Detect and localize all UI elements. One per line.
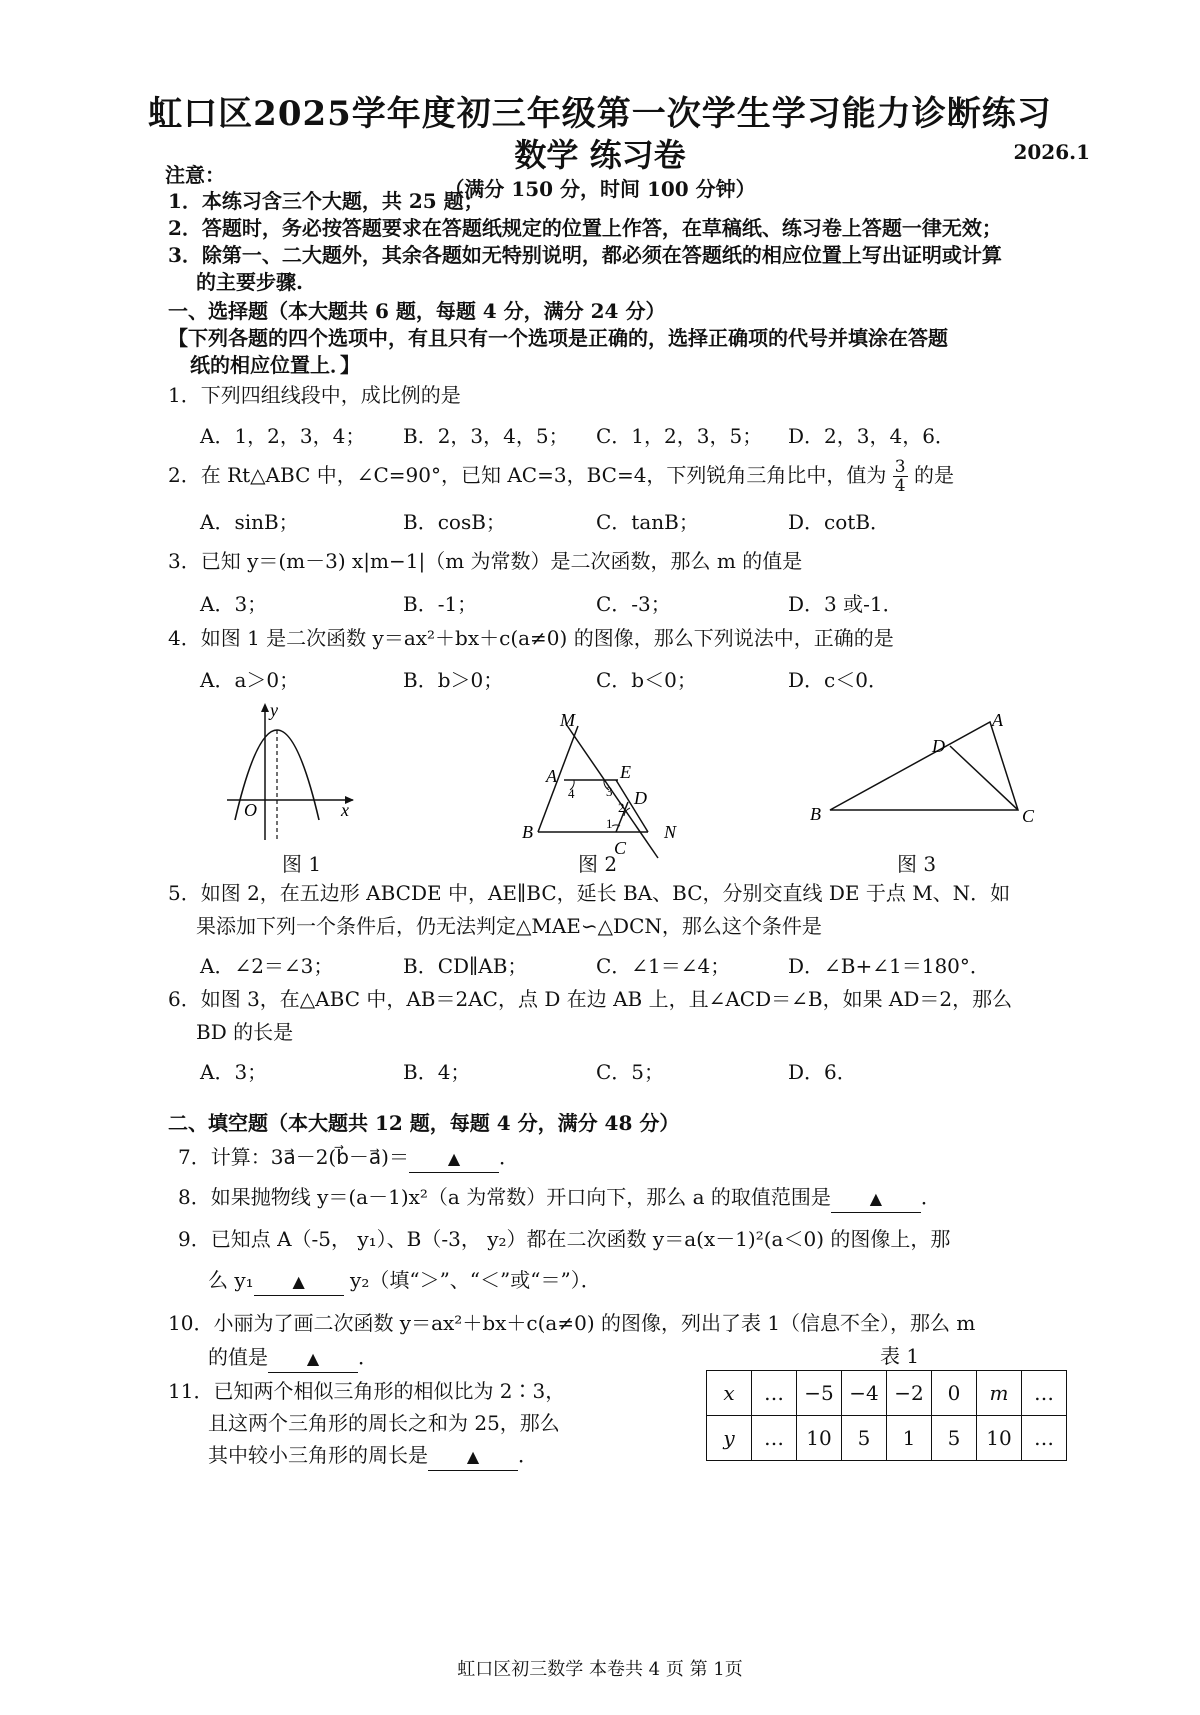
q6-option-a: A．3； (200, 1060, 268, 1084)
fig3-label-b: B (810, 804, 821, 824)
q3-option-b: B．-1； (403, 592, 478, 616)
fig2-label-e: E (620, 762, 631, 782)
q11-line-2: 且这两个三角形的周长之和为 25，那么 (208, 1411, 560, 1435)
table-cell: 1 (887, 1416, 932, 1461)
q1-option-a: A．1，2，3，4； (200, 424, 366, 448)
q9-answer-blank[interactable] (254, 1267, 344, 1296)
fig3-triangle-abc (830, 722, 1018, 810)
fig1-label-x: x (341, 800, 349, 820)
q7-stem: 7．计算：3a⃗－2(b⃗－a⃗)＝ (178, 1145, 409, 1169)
q10-answer-blank[interactable] (268, 1344, 358, 1373)
q2-frac-denominator: 4 (894, 476, 906, 496)
blank-mark-icon: ▲ (306, 1349, 320, 1368)
note-label: 注意： (165, 163, 225, 187)
q7-end: ． (499, 1145, 519, 1169)
q2-stem-pre: 2．在 Rt△ABC 中，∠C=90°，已知 AC=3，BC=4，下列锐角三角比中，值为 (168, 463, 887, 487)
q6-stem-2: BD 的长是 (196, 1020, 294, 1044)
figure-2-caption: 图 2 (578, 852, 618, 876)
fig2-label-n: N (664, 822, 677, 842)
fig2-angle-2-label: 2 (618, 800, 625, 815)
table-cell: −4 (842, 1371, 887, 1416)
q1-option-b: B．2，3，4，5； (403, 424, 569, 448)
q8-stem: 8．如果抛物线 y＝(a－1)x²（a 为常数）开口向下，那么 a 的取值范围是 (178, 1185, 831, 1209)
q5-stem-2: 果添加下列一个条件后，仍无法判定△MAE∽△DCN，那么这个条件是 (196, 914, 822, 938)
fig2-angle-1-arc (612, 825, 620, 826)
full-score: （满分 150 分，时间 100 分钟） (444, 177, 756, 201)
table-cell: −2 (887, 1371, 932, 1416)
fig1-label-y: y (270, 700, 278, 720)
fig2-angle-3-label: 3 (606, 784, 613, 799)
fig1-label-o: O (244, 800, 257, 820)
q5-option-a: A．∠2＝∠3； (200, 954, 334, 978)
blank-mark-icon: ▲ (869, 1189, 883, 1208)
table-cell: 10 (797, 1416, 842, 1461)
q6-option-c: C．5； (596, 1060, 665, 1084)
q4-option-c: C．b＜0； (596, 668, 697, 692)
table-cell: x (707, 1371, 752, 1416)
q4-option-d: D．c＜0． (788, 668, 888, 692)
fig3-label-c: C (1022, 806, 1035, 826)
q5-option-c: C．∠1＝∠4； (596, 954, 731, 978)
q10-line-2 (208, 1344, 1128, 1373)
q8-answer-blank[interactable] (831, 1184, 921, 1213)
table-cell: −5 (797, 1371, 842, 1416)
table-cell: 0 (932, 1371, 977, 1416)
table-cell: 5 (842, 1416, 887, 1461)
q2-option-b: B．cosB； (403, 510, 506, 534)
figure-3-caption: 图 3 (897, 852, 937, 876)
q1-stem: 1．下列四组线段中，成比例的是 (168, 383, 461, 407)
table1-caption: 表 1 (880, 1344, 920, 1368)
table-cell: … (752, 1416, 797, 1461)
fig1-y-arrow (261, 703, 269, 712)
q10-end: ． (358, 1345, 378, 1369)
q3-option-a: A．3； (200, 592, 268, 616)
fig2-label-c: C (614, 838, 627, 858)
figure-3-triangle (800, 710, 1060, 830)
note-3: 3．除第一、二大题外，其余各题如无特别说明，都必须在答题纸的相应位置上写出证明或计算 (168, 243, 1002, 267)
table-cell: … (752, 1371, 797, 1416)
table-cell: … (1022, 1371, 1067, 1416)
blank-mark-icon: ▲ (447, 1149, 461, 1168)
note-3-cont: 的主要步骤. (196, 270, 303, 294)
q3-stem: 3．已知 y＝(m－3) x|m−1|（m 为常数）是二次函数，那么 m 的值是 (168, 549, 803, 573)
q2-fraction (893, 458, 908, 495)
section2-heading: 二、填空题（本大题共 12 题，每题 4 分，满分 48 分） (168, 1111, 680, 1135)
fig2-label-a: A (546, 766, 557, 786)
q5-option-d: D．∠B+∠1＝180°． (788, 954, 990, 978)
table-row (707, 1371, 1067, 1416)
q3-option-c: C．-3； (596, 592, 671, 616)
q4-option-a: A．a＞0； (200, 668, 300, 692)
q11-end: ． (518, 1443, 538, 1467)
q9-stem-1: 9．已知点 A（-5， y₁）、B（-3， y₂）都在二次函数 y＝a(x－1)²(a＜0) 的图像上，那 (178, 1227, 951, 1251)
q5-stem-1: 5．如图 2，在五边形 ABCDE 中，AE∥BC，延长 BA、BC，分别交直线 DE 于点 M、N．如 (168, 881, 1011, 905)
exam-title: 虹口区2025学年度初三年级第一次学生学习能力诊断练习 (148, 94, 1052, 134)
blank-mark-icon: ▲ (466, 1447, 480, 1466)
q1-option-d: D．2，3，4，6． (788, 424, 955, 448)
q1-option-c: C．1，2，3，5； (596, 424, 763, 448)
fig3-label-a: A (992, 710, 1003, 730)
table-cell: … (1022, 1416, 1067, 1461)
q2-frac-numerator: 3 (894, 457, 906, 477)
q8 (178, 1184, 1098, 1213)
note-2: 2．答题时，务必按答题要求在答题纸规定的位置上作答，在草稿纸、练习卷上答题一律无效； (168, 216, 1002, 240)
section1-instr-1: 【下列各题的四个选项中，有且只有一个选项是正确的，选择正确项的代号并填涂在答题 (168, 326, 948, 350)
q2-option-a: A．sinB； (200, 510, 299, 534)
q2-stem (168, 458, 1088, 495)
q2-option-d: D．cotB． (788, 510, 891, 534)
fig2-label-b: B (522, 822, 533, 842)
q5-option-b: B．CD∥AB； (403, 954, 528, 978)
q10-pre: 的值是 (208, 1345, 268, 1369)
fig2-angle-4-label: 4 (568, 786, 575, 801)
q4-stem: 4．如图 1 是二次函数 y＝ax²＋bx＋c(a≠0) 的图像，那么下列说法中，正确的是 (168, 626, 894, 650)
fig2-label-d: D (634, 788, 647, 808)
fig2-line-bm (538, 726, 578, 832)
exam-date: 2026.1 (1013, 140, 1090, 164)
fig3-label-d: D (932, 736, 945, 756)
section1-heading: 一、选择题（本大题共 6 题，每题 4 分，满分 24 分） (168, 299, 666, 323)
blank-mark-icon: ▲ (292, 1272, 305, 1291)
q11-line-1: 11．已知两个相似三角形的相似比为 2∶3， (168, 1379, 566, 1403)
q2-option-c: C．tanB； (596, 510, 699, 534)
figure-1-caption: 图 1 (282, 852, 322, 876)
q7 (178, 1144, 1098, 1173)
q7-answer-blank[interactable] (409, 1144, 499, 1173)
q3-option-d: D．3 或-1． (788, 592, 903, 616)
q6-option-b: B．4； (403, 1060, 471, 1084)
table-row (707, 1416, 1067, 1461)
q10-stem-1: 10．小丽为了画二次函数 y＝ax²＋bx＋c(a≠0) 的图像，列出了表 1（信息不全），那么 m (168, 1311, 976, 1335)
q9-pre: 么 y₁ (208, 1268, 254, 1292)
q11-pre: 其中较小三角形的周长是 (208, 1443, 428, 1467)
fig2-angle-1-label: 1 (606, 816, 613, 831)
q9-line-2 (208, 1267, 1128, 1296)
table-cell: y (707, 1416, 752, 1461)
q2-stem-post: 的是 (913, 463, 954, 487)
figure-2-pentagon (508, 708, 728, 868)
table-cell: m (977, 1371, 1022, 1416)
figure-1-parabola (225, 700, 365, 850)
page-footer: 虹口区初三数学 本卷共 4 页 第 1页 (457, 1659, 743, 1680)
q6-stem-1: 6．如图 3，在△ABC 中，AB＝2AC，点 D 在边 AB 上，且∠ACD＝∠B，如果 AD＝2，那么 (168, 987, 1013, 1011)
q4-option-b: B．b＞0； (403, 668, 504, 692)
q8-end: ． (920, 1185, 941, 1209)
fig2-label-m: M (560, 710, 575, 730)
note-1: 1．本练习含三个大题，共 25 题； (168, 189, 484, 213)
q6-option-d: D．6． (788, 1060, 857, 1084)
section1-instr-2: 纸的相应位置上．】 (190, 353, 360, 377)
table-cell: 10 (977, 1416, 1022, 1461)
exam-subtitle: 数学 练习卷 (514, 136, 686, 174)
table-cell: 5 (932, 1416, 977, 1461)
table1 (706, 1370, 1067, 1461)
q11-answer-blank[interactable] (428, 1442, 518, 1471)
q9-post: y₂（填“＞”、“＜”或“＝”）． (350, 1268, 601, 1292)
